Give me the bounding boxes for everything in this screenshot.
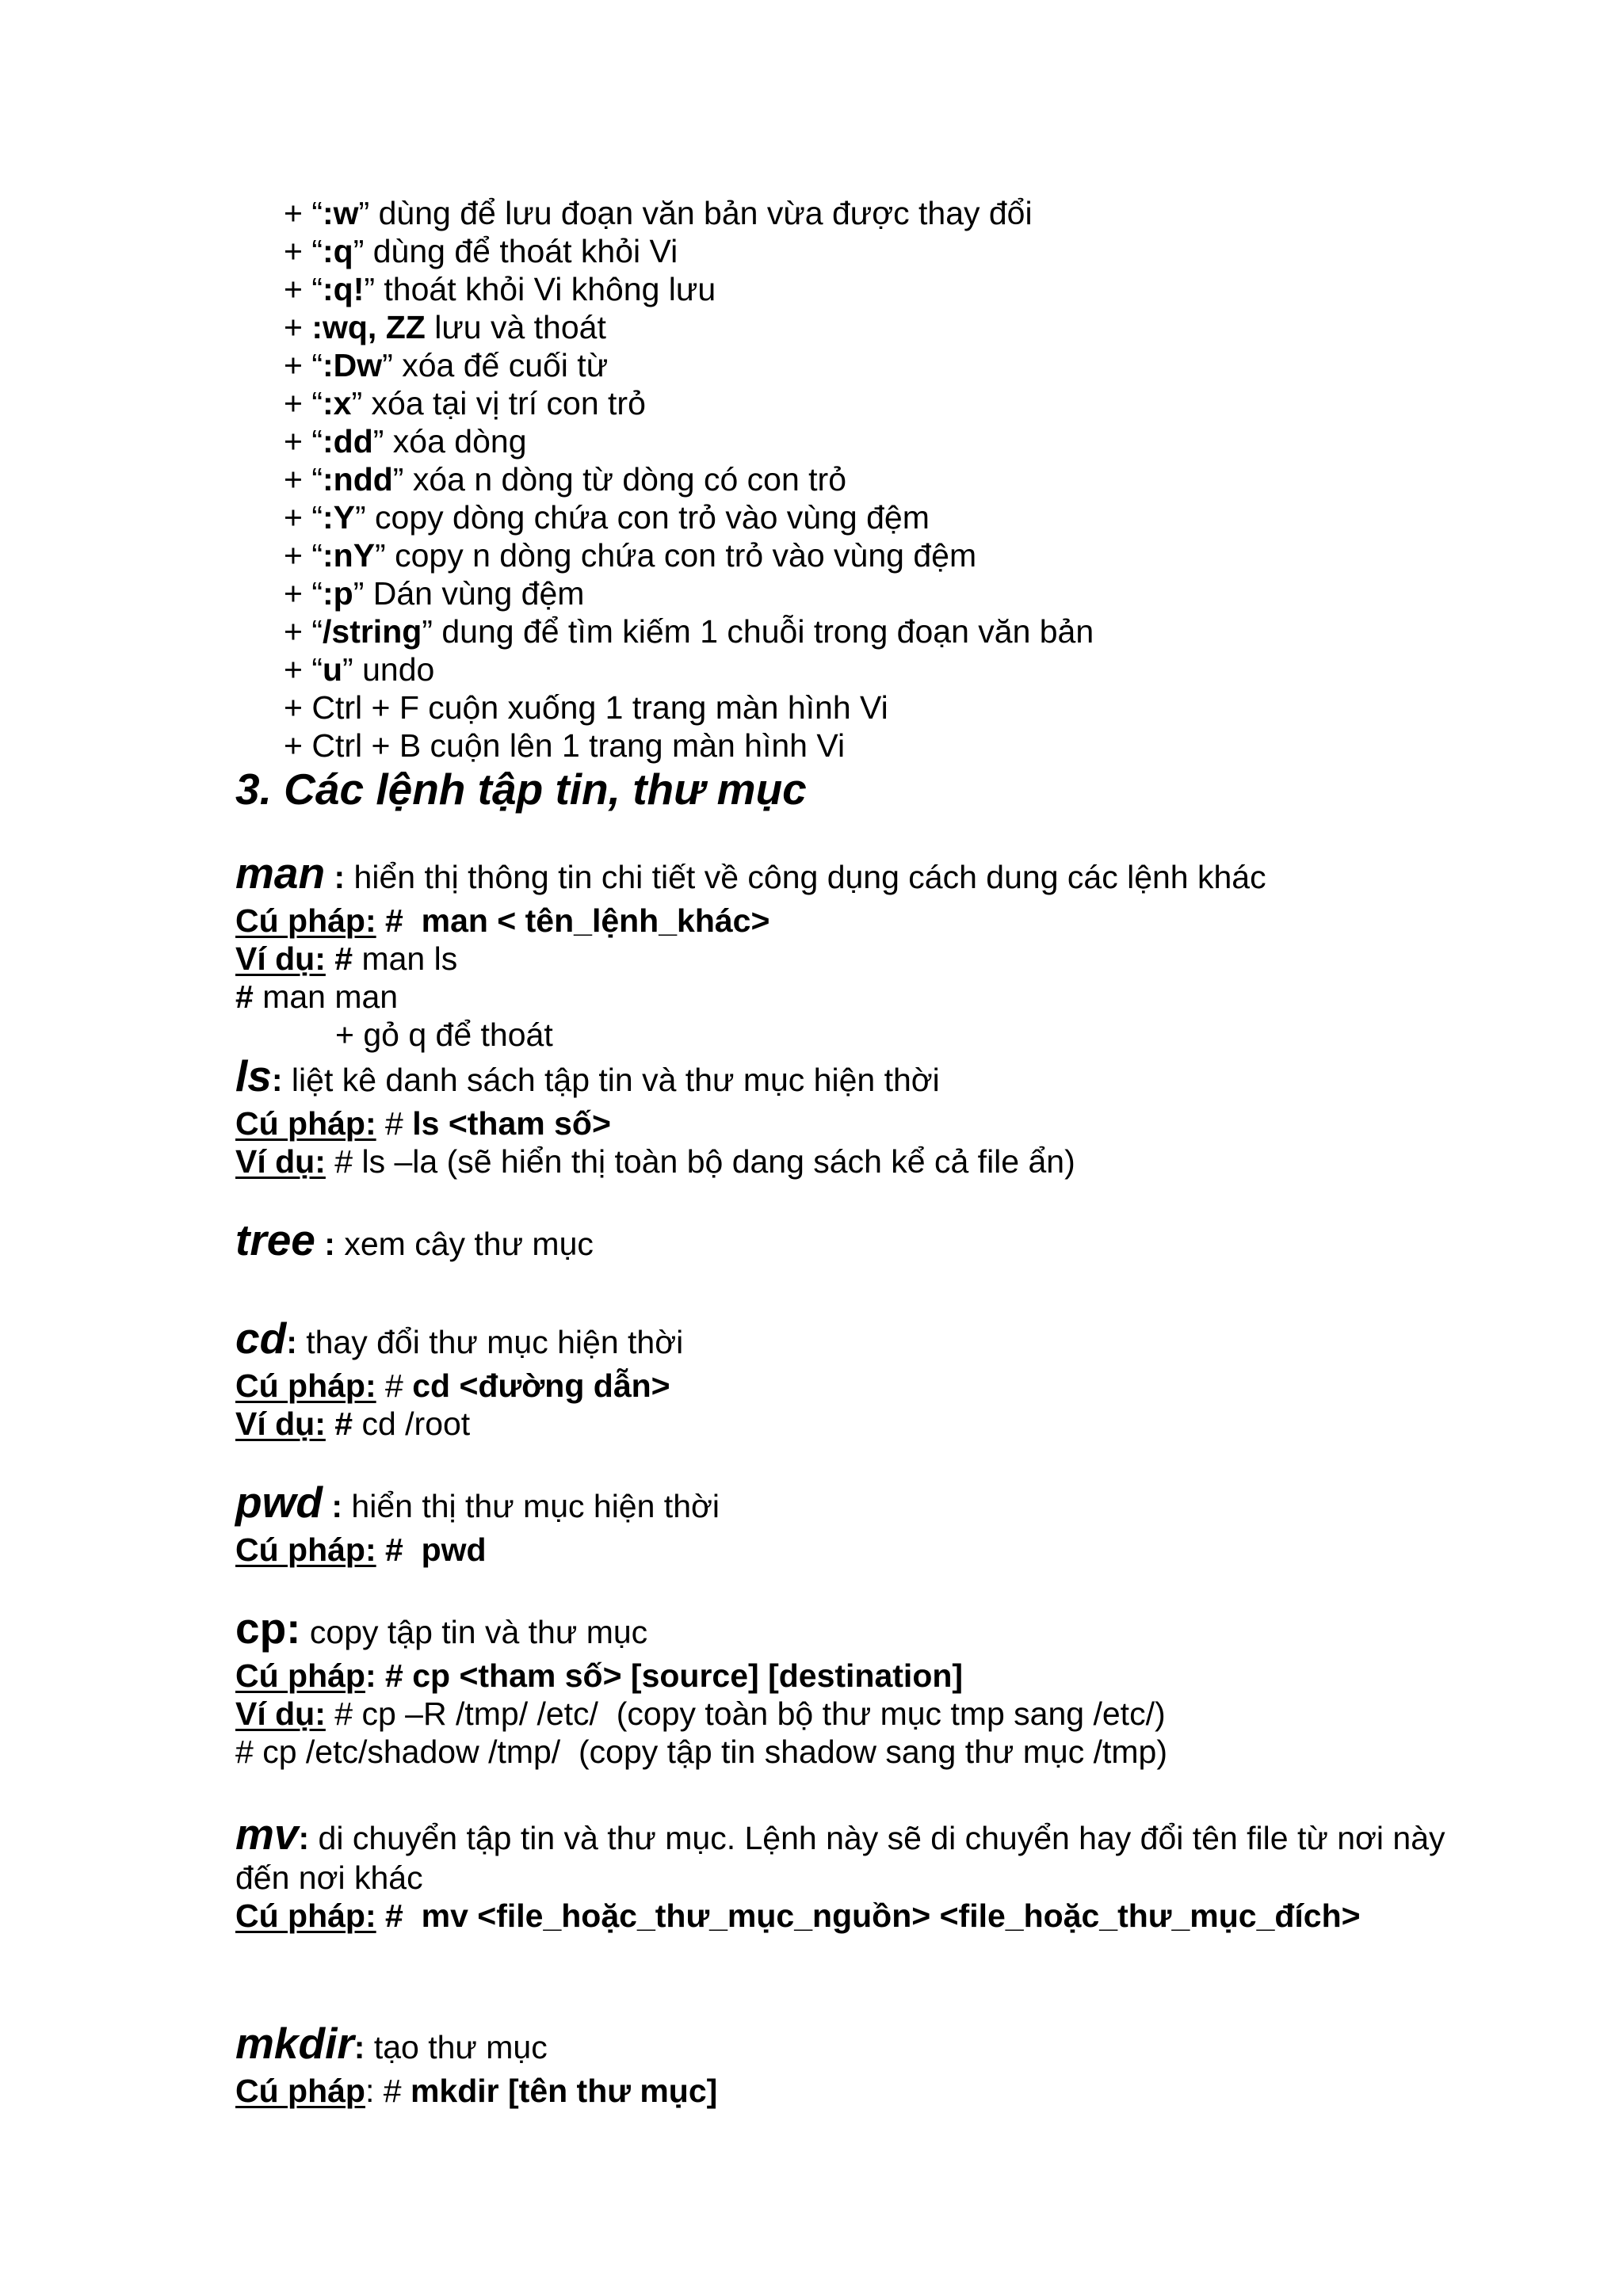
vi-command-prefix: + “ [284, 347, 323, 383]
vi-command-item [284, 384, 1623, 422]
syntax-label: Cú pháp: [235, 902, 376, 939]
example-text: # cp –R /tmp/ /etc/ (copy toàn bộ thư mục tmp sang /etc/) [325, 1695, 1166, 1732]
syntax-text: cd <đường dẫn> [412, 1367, 670, 1404]
tree-command-line [235, 1215, 1623, 1268]
command-description: di chuyển tập tin và thư mục. Lệnh này sẽ di chuyển hay đổi tên file từ nơi này đến nơi khác [235, 1820, 1445, 1896]
syntax-label: Cú pháp: [235, 1531, 376, 1568]
pwd-command-line [235, 1478, 1623, 1531]
vi-command-description: ” xóa n dòng từ dòng có con trỏ [392, 461, 846, 498]
vi-command-description: ” xóa tại vị trí con trỏ [351, 385, 646, 421]
prompt-hash: # [235, 978, 254, 1015]
vi-command-item [284, 574, 1623, 612]
vi-command-item [284, 232, 1623, 270]
vi-command-prefix: + “ [284, 233, 323, 269]
vi-command-key: :nY [323, 537, 376, 574]
section-heading: 3. Các lệnh tập tin, thư mục [235, 765, 807, 814]
syntax-line [235, 1531, 1623, 1569]
ls-command-line [235, 1051, 1623, 1104]
command-separator: : [271, 1062, 283, 1098]
vi-command-item [284, 422, 1623, 460]
syntax-text: ls <tham số> [412, 1105, 611, 1142]
example-text: man man [253, 978, 399, 1015]
note-text: + gỏ q để thoát [335, 1016, 553, 1053]
vi-command-description: lưu và thoát [425, 309, 606, 345]
vi-command-key: :x [323, 385, 352, 421]
vi-command-key: :w [323, 195, 359, 231]
command-separator: : [325, 859, 346, 895]
command-name-mv: mv [235, 1810, 299, 1859]
example-text: man ls [353, 940, 458, 977]
vi-command-item [284, 612, 1623, 650]
vi-command-description: ” dung để tìm kiếm 1 chuỗi trong đoạn văn bản [422, 613, 1094, 650]
prompt-hash: # [325, 1405, 353, 1442]
vi-command-prefix: + “ [284, 195, 323, 231]
command-description: liệt kê danh sách tập tin và thư mục hiện thời [282, 1062, 940, 1098]
vi-command-description: ” copy n dòng chứa con trỏ vào vùng đệm [375, 537, 977, 574]
example-line [235, 978, 1623, 1016]
vi-command-item [284, 308, 1623, 346]
vi-command-prefix: + “ [284, 271, 323, 307]
command-separator: : [298, 1820, 310, 1856]
vi-command-item [284, 194, 1623, 232]
command-name-mkdir: mkdir [235, 2019, 354, 2068]
vi-command-key: :wq, ZZ [311, 309, 426, 345]
vi-command-item [284, 650, 1623, 688]
vi-command-description: ” dùng để thoát khỏi Vi [353, 233, 678, 269]
vi-command-prefix: + “ [284, 499, 323, 536]
command-name-tree: tree [235, 1215, 315, 1264]
command-separator: : [286, 1324, 297, 1360]
vi-command-item [284, 346, 1623, 384]
vi-command-prefix: + “ [284, 575, 323, 612]
example-text: cd /root [353, 1405, 471, 1442]
spacer [0, 814, 1623, 852]
example-line [235, 1695, 1623, 1733]
syntax-text: mkdir [tên thư mục] [410, 2073, 718, 2109]
vi-command-description: ” Dán vùng đệm [353, 575, 585, 612]
vi-command-prefix: + “ [284, 613, 323, 650]
man-command-line [235, 849, 1623, 902]
example-line [235, 940, 1623, 978]
syntax-label: Cú pháp: [235, 1897, 376, 1934]
mv-command-line [235, 1810, 1480, 1897]
command-name-man: man [235, 849, 326, 898]
example-line [235, 1733, 1623, 1771]
command-separator: : [353, 2029, 365, 2065]
vi-command-item [284, 688, 1623, 727]
vi-command-key: :p [323, 575, 353, 612]
syntax-line [235, 1104, 1623, 1142]
spacer [0, 1180, 1623, 1219]
vi-command-prefix: + “ [284, 461, 323, 498]
vi-command-key: :Dw [323, 347, 383, 383]
prompt-hash: # [376, 1105, 413, 1142]
vi-command-item [284, 727, 1623, 765]
vi-command-item [284, 498, 1623, 536]
vi-command-description: ” dùng để lưu đoạn văn bản vừa được thay đổi [358, 195, 1033, 231]
spacer [0, 1935, 1623, 1974]
command-name-ls: ls [235, 1051, 272, 1100]
command-separator: : [322, 1488, 343, 1524]
command-name-cp: cp: [235, 1604, 301, 1653]
vi-command-description: ” thoát khỏi Vi không lưu [364, 271, 716, 307]
syntax-text: # pwd [376, 1531, 487, 1568]
vi-command-item [284, 270, 1623, 308]
vi-command-description: ” xóa dòng [372, 423, 527, 460]
syntax-line [235, 1897, 1623, 1935]
spacer [0, 1771, 1623, 1810]
vi-command-description: ” xóa đế cuối từ [382, 347, 609, 383]
vi-command-item [284, 536, 1623, 574]
spacer [0, 1569, 1623, 1608]
syntax-line [235, 1367, 1623, 1405]
note-line [335, 1016, 1623, 1054]
prompt-hash: # [376, 1367, 413, 1404]
syntax-label: Cú pháp: [235, 1367, 376, 1404]
example-text: # ls –la (sẽ hiển thị toàn bộ dang sách kể cả file ẩn) [325, 1143, 1075, 1180]
cd-command-line [235, 1314, 1623, 1367]
example-label: Ví dụ: [235, 1695, 326, 1732]
vi-command-prefix: + “ [284, 651, 323, 688]
syntax-text: : # cp <tham số> [source] [destination] [365, 1657, 964, 1694]
prompt-hash: : # [365, 2073, 411, 2109]
vi-command-description: + Ctrl + B cuộn lên 1 trang màn hình Vi [284, 727, 846, 764]
syntax-line [235, 902, 1623, 940]
vi-command-item [284, 460, 1623, 498]
vi-command-key: :Y [323, 499, 355, 536]
vi-command-prefix: + “ [284, 537, 323, 574]
syntax-text: # mv <file_hoặc_thư_mục_nguồn> <file_hoặc_thư_mục_đích> [376, 1897, 1361, 1934]
command-description: xem cây thư mục [334, 1226, 594, 1262]
command-description: copy tập tin và thư mục [300, 1614, 648, 1650]
vi-command-key: :ndd [323, 461, 393, 498]
cp-command-line [235, 1604, 1623, 1657]
prompt-hash: # [325, 940, 353, 977]
vi-command-prefix: + “ [284, 423, 323, 460]
command-description: hiển thị thư mục hiện thời [342, 1488, 720, 1524]
command-name-cd: cd [235, 1314, 287, 1363]
spacer [0, 1268, 1623, 1318]
spacer [0, 1974, 1623, 2023]
mkdir-command-line [235, 2019, 1623, 2072]
vi-command-key: :q [323, 233, 353, 269]
vi-command-prefix: + “ [284, 385, 323, 421]
vi-command-description: + Ctrl + F cuộn xuống 1 trang màn hình Vi [284, 689, 888, 726]
spacer [0, 1443, 1623, 1482]
syntax-line [235, 1657, 1623, 1695]
example-line [235, 1405, 1623, 1443]
vi-command-description: ” copy dòng chứa con trỏ vào vùng đệm [355, 499, 930, 536]
vi-command-prefix: + [284, 309, 312, 345]
example-text: # cp /etc/shadow /tmp/ (copy tập tin shadow sang thư mục /tmp) [235, 1733, 1167, 1770]
command-separator: : [315, 1226, 335, 1262]
syntax-label: Cú pháp [235, 2073, 365, 2109]
syntax-line [235, 2072, 1623, 2110]
command-description: hiển thị thông tin chi tiết về công dụng cách dung các lệnh khác [345, 859, 1266, 895]
syntax-text: # man < tên_lệnh_khác> [376, 902, 770, 939]
vi-command-key: u [323, 651, 343, 688]
vi-command-key: :q! [323, 271, 365, 307]
syntax-label: Cú pháp: [235, 1105, 376, 1142]
example-label: Ví dụ: [235, 940, 326, 977]
example-label: Ví dụ: [235, 1143, 326, 1180]
command-description: tạo thư mục [365, 2029, 548, 2065]
command-description: thay đổi thư mục hiện thời [296, 1324, 684, 1360]
vi-command-key: :dd [323, 423, 373, 460]
example-line [235, 1142, 1623, 1180]
command-name-pwd: pwd [235, 1478, 323, 1527]
syntax-label: Cú pháp [235, 1657, 365, 1694]
vi-command-description: ” undo [342, 651, 435, 688]
vi-command-key: /string [323, 613, 422, 650]
example-label: Ví dụ: [235, 1405, 326, 1442]
